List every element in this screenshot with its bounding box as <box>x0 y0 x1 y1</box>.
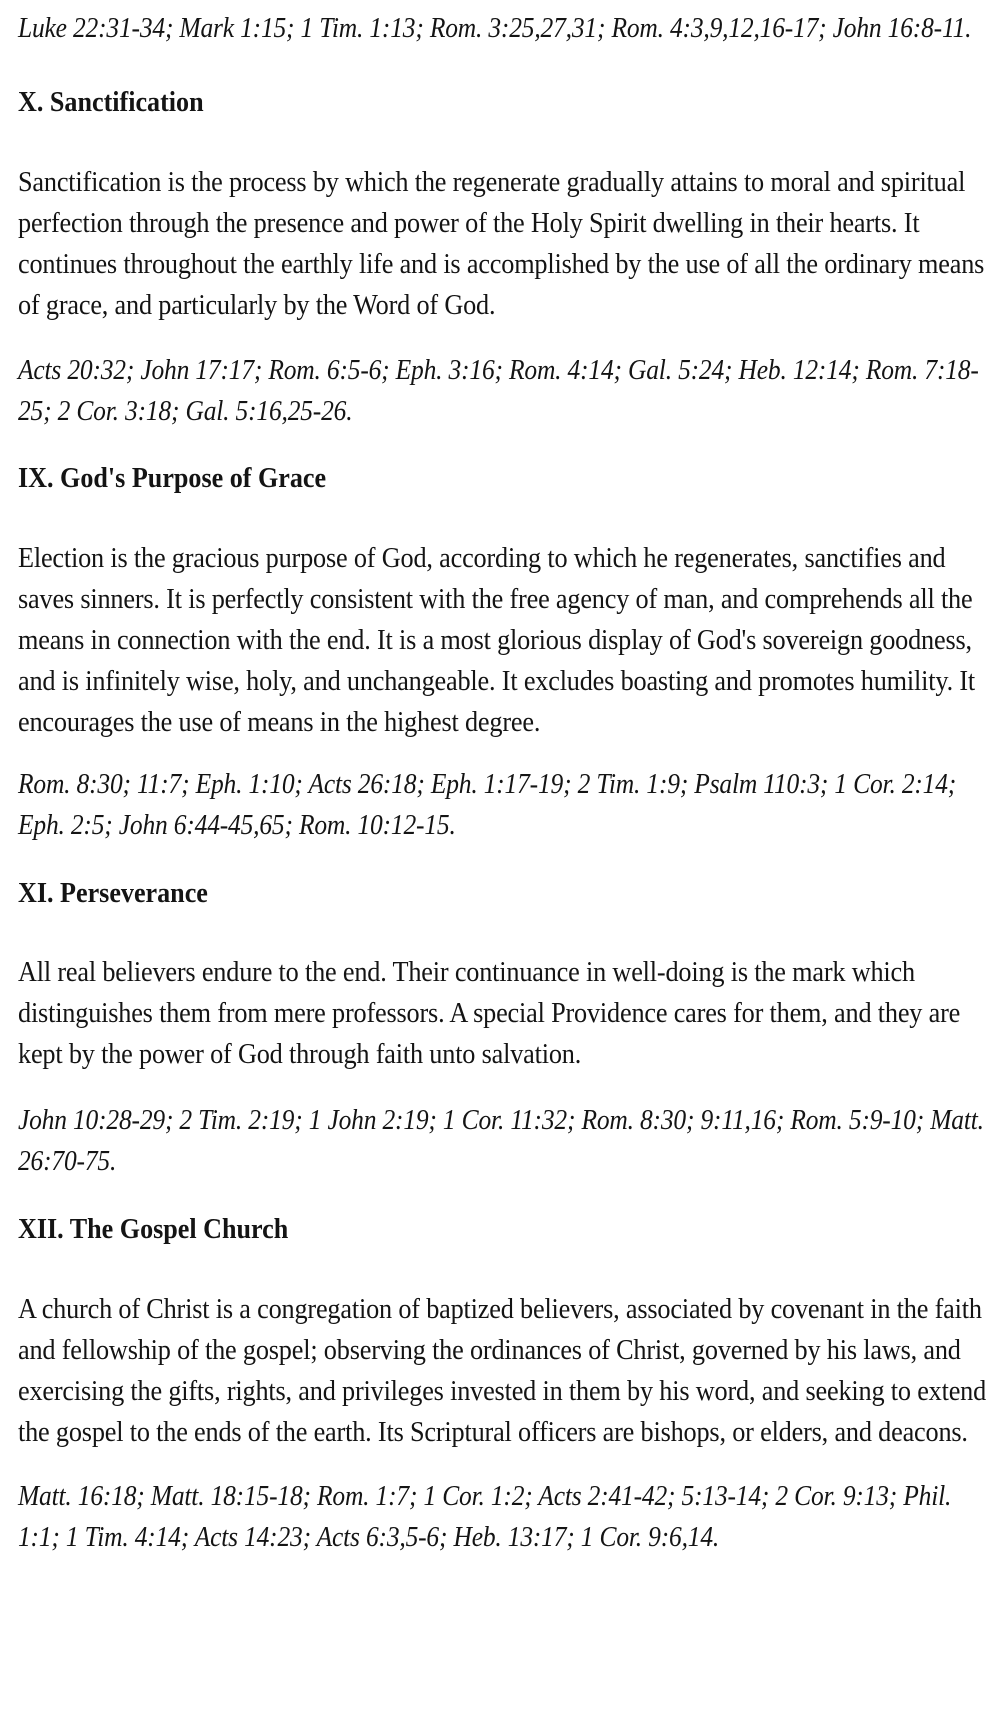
section-heading-gospel-church: XII. The Gospel Church <box>18 1213 289 1245</box>
section-heading-sanctification: X. Sanctification <box>18 86 204 118</box>
section-heading-gods-purpose-of-grace: IX. God's Purpose of Grace <box>18 462 327 494</box>
scripture-references-gospel-church: Matt. 16:18; Matt. 18:15-18; Rom. 1:7; 1 Cor. 1:2; Acts 2:41-42; 5:13-14; 2 Cor. 9:13; Phil. 1:1; 1 Tim. 4:14; Acts 14:23; Acts 6:3,5-6; Heb. 13:17; 1 Cor. 9:6,14. <box>18 1481 952 1553</box>
section-heading-perseverance: XI. Perseverance <box>18 877 208 909</box>
scripture-references-perseverance: John 10:28-29; 2 Tim. 2:19; 1 John 2:19; 1 Cor. 11:32; Rom. 8:30; 9:11,16; Rom. 5:9-10; Matt. 26:70-75. <box>18 1105 984 1177</box>
section-body-sanctification: Sanctification is the process by which the regenerate gradually attains to moral and spiritual perfection through the presence and power of the Holy Spirit dwelling in their hearts. It continues throughout the earthly life and is accomplished by the use of all the ordinary means of grace, and particularly by the Word of God. <box>18 166 985 321</box>
section-body-gods-purpose-of-grace: Election is the gracious purpose of God, according to which he regenerates, sanctifies and saves sinners. It is perfectly consistent with the free agency of man, and comprehends all the means in connection with the end. It is a most glorious display of God's sovereign goodness, and is infinitely wise, holy, and unchangeable. It excludes boasting and promotes humility. It encourages the use of means in the highest degree. <box>18 542 976 738</box>
section-body-gospel-church: A church of Christ is a congregation of baptized believers, associated by covenant in the faith and fellowship of the gospel; observing the ordinances of Christ, governed by his laws, and exercising the gifts, rights, and privileges invested in them by his word, and seeking to extend the gospel to the ends of the earth. Its Scriptural officers are bishops, or elders, and deacons. <box>18 1293 987 1448</box>
section-body-perseverance: All real believers endure to the end. Their continuance in well-doing is the mark which distinguishes them from mere professors. A special Providence cares for them, and they are kept by the power of God through faith unto salvation. <box>18 956 961 1070</box>
scripture-references-top: Luke 22:31-34; Mark 1:15; 1 Tim. 1:13; Rom. 3:25,27,31; Rom. 4:3,9,12,16-17; John 16:8-11. <box>18 13 972 44</box>
scripture-references-gods-purpose-of-grace: Rom. 8:30; 11:7; Eph. 1:10; Acts 26:18; Eph. 1:17-19; 2 Tim. 1:9; Psalm 110:3; 1 Cor. 2:14; Eph. 2:5; John 6:44-45,65; Rom. 10:12-15. <box>18 769 957 841</box>
scripture-references-sanctification: Acts 20:32; John 17:17; Rom. 6:5-6; Eph. 3:16; Rom. 4:14; Gal. 5:24; Heb. 12:14; Rom. 7:18-25; 2 Cor. 3:18; Gal. 5:16,25-26. <box>18 355 979 427</box>
